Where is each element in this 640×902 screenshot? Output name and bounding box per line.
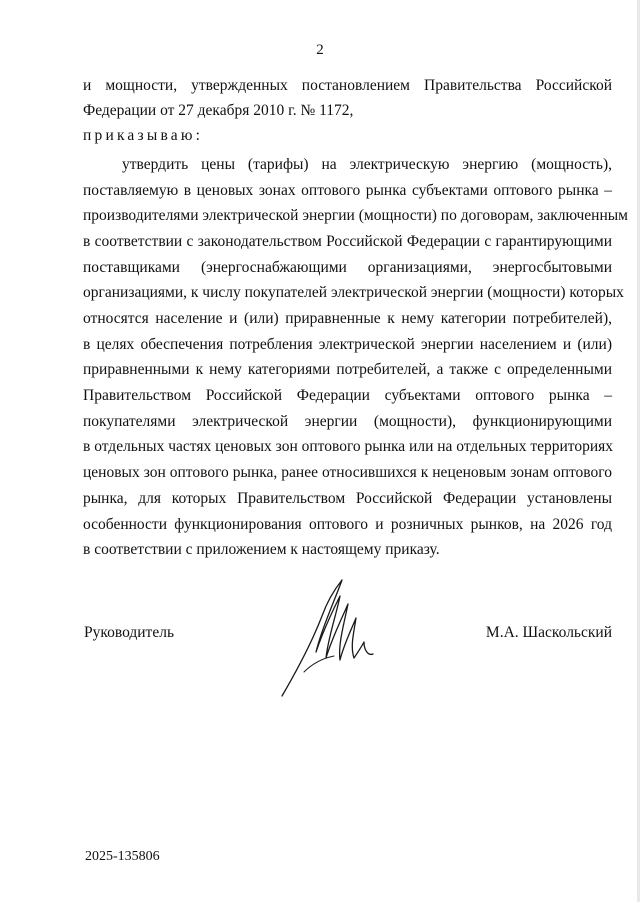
document-number: 2025-135806 xyxy=(85,849,160,864)
text-line-8: поставщиками (энергоснабжающими организациями, энергосбытовыми xyxy=(83,259,612,276)
text-line-6: производителями электрической энергии (мощности) по договорам, заключенным xyxy=(83,207,628,224)
page-number: 2 xyxy=(316,42,324,58)
text-line-11: в целях обеспечения потребления электрической энергии населением и (или) xyxy=(83,336,612,353)
text-line-16: ценовых зон оптового рынка, ранее относившихся к неценовым зонам оптового xyxy=(83,464,612,481)
text-line-14: покупателями электрической энергии (мощности), функционирующими xyxy=(83,413,612,430)
text-line-1: и мощности, утвержденных постановлением Правительства Российской xyxy=(83,77,612,94)
text-line-7: в соответствии с законодательством Российской Федерации с гарантирующими xyxy=(83,233,612,250)
text-line-12: приравненными к нему категориями потребителей, а также с определенными xyxy=(83,361,612,378)
text-line-18: особенности функционирования оптового и розничных рынков, на 2026 год xyxy=(83,516,612,533)
text-line-2: Федерации от 27 декабря 2010 г. № 1172, xyxy=(83,102,354,119)
text-line-15: в отдельных частях ценовых зон оптового рынка или на отдельных территориях xyxy=(83,438,614,455)
text-line-13: Правительством Российской Федерации субъектами оптового рынка – xyxy=(83,387,612,404)
text-line-5: поставляемую в ценовых зонах оптового рынка субъектами оптового рынка – xyxy=(83,182,612,199)
text-line-17: рынка, для которых Правительством Российской Федерации установлены xyxy=(83,490,612,507)
text-line-4: утвердить цены (тарифы) на электрическую энергию (мощность), xyxy=(122,156,612,173)
order-verb: приказываю: xyxy=(83,127,204,144)
text-line-10: относятся население и (или) приравненные к нему категории потребителей), xyxy=(83,310,612,327)
signatory-name: М.А. Шаскольский xyxy=(485,624,612,641)
text-line-9: организациями, к числу покупателей электрической энергии (мощности) которых xyxy=(83,284,624,301)
signatory-title: Руководитель xyxy=(84,624,175,641)
handwritten-signature xyxy=(274,576,374,700)
text-line-19: в соответствии с приложением к настоящему приказу. xyxy=(83,541,440,558)
